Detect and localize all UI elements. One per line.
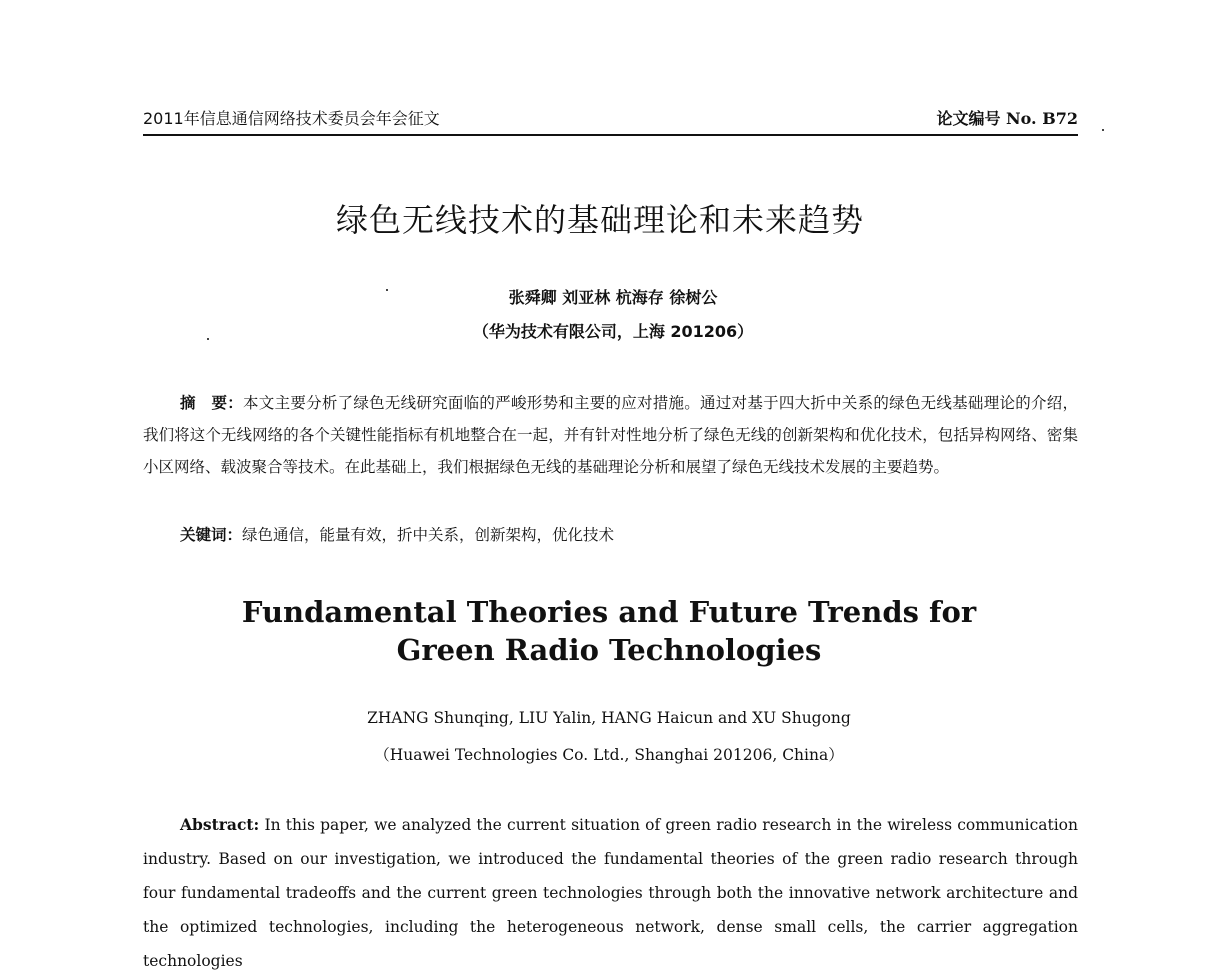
chinese-abstract-text: 本文主要分析了绿色无线研究面临的严峻形势和主要的应对措施。通过对基于四大折中关系的绿色无线基础理论的介绍，我们将这个无线网络的各个关键性能指标有机地整合在一起，并有针对性地分析了绿色无线的创新架构和优化技术，包括异构网络、密集小区网络、载波聚合等技术。在此基础上，我们根据绿色无线的基础理论分析和展望了绿色无线技术发展的主要趋势。: [143, 394, 1078, 476]
english-authors: ZHANG Shunqing, LIU Yalin, HANG Haicun and XU Shugong: [367, 709, 851, 727]
chinese-abstract-label: 摘 要：: [180, 394, 244, 412]
chinese-keywords-label: 关键词：: [180, 526, 243, 544]
chinese-abstract: [143, 387, 1078, 483]
chinese-authors: 张舜卿 刘亚林 杭海存 徐树公: [508, 288, 718, 307]
english-abstract: [143, 808, 1078, 978]
english-title-line-2: Green Radio Technologies: [396, 633, 822, 667]
english-abstract-label: Abstract:: [180, 815, 260, 834]
chinese-affiliation: （华为技术有限公司，上海 201206）: [472, 322, 754, 341]
scan-mark: [1102, 129, 1104, 131]
paper-number: 论文编号 No. B72: [936, 109, 1078, 128]
english-abstract-text: In this paper, we analyzed the current situation of green radio research in the wireless communication industry. Based on our investigation, we introduced the fundamental theories of the green radio research through four fundamental tradeoffs and the current green technologies through both the innovative network architecture and the optimized technologies, including the heterogeneous network, dense small cells, the carrier aggregation technologies: [143, 816, 1078, 970]
page-header: [143, 106, 1078, 136]
english-title-line-1: Fundamental Theories and Future Trends for: [241, 595, 977, 629]
conference-label: 2011年信息通信网络技术委员会年会征文: [143, 109, 440, 128]
english-title: [0, 593, 1218, 669]
chinese-title: 绿色无线技术的基础理论和未来趋势: [335, 201, 864, 239]
english-affiliation: （Huawei Technologies Co. Ltd., Shanghai 201206, China）: [374, 746, 844, 764]
chinese-keywords-text: 绿色通信，能量有效，折中关系，创新架构，优化技术: [242, 526, 615, 544]
chinese-keywords: [180, 523, 1080, 545]
